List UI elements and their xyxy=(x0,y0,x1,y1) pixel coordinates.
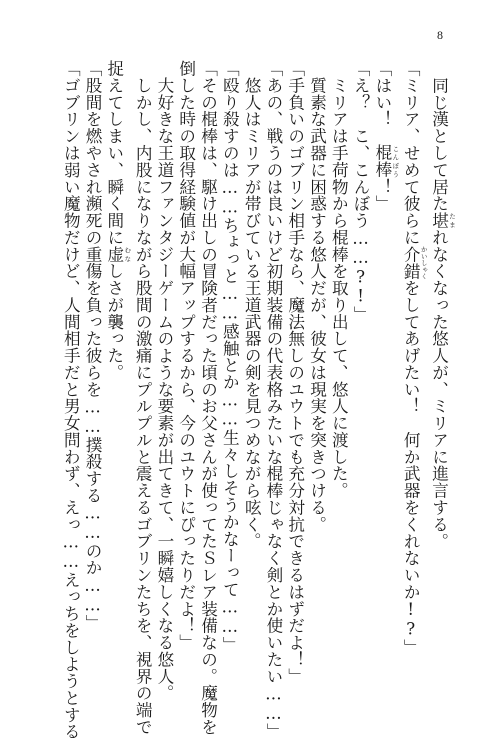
text-segment: 同じ漢として居た xyxy=(429,60,449,212)
text-line xyxy=(81,60,103,660)
ruby-word xyxy=(372,144,400,179)
ruby-word xyxy=(401,245,428,280)
text-line xyxy=(399,60,427,660)
text-line xyxy=(197,60,219,736)
text-line xyxy=(240,60,262,660)
text-line xyxy=(328,60,350,660)
text-segment: 「ミリア、せめて彼らに xyxy=(401,60,421,246)
text-segment: 「その棍棒は、駆け出しの冒険者だった頃のお父さんが使ってたＳレア装備なの。魔物を xyxy=(198,60,218,736)
page-number: 8 xyxy=(437,28,443,42)
text-line xyxy=(262,60,284,740)
text-line xyxy=(428,60,456,660)
text-line xyxy=(371,60,399,660)
text-segment: 倒した時の取得経験値が大幅アップするから、今のユウトにぴったりだよ！」 xyxy=(176,60,196,651)
text-line xyxy=(153,60,175,702)
text-line xyxy=(175,60,197,660)
ruby-reading: こんぼう xyxy=(391,144,400,179)
novel-text-column-block xyxy=(59,60,456,740)
ruby-reading: たま xyxy=(448,211,456,229)
text-segment: 「股間を燃やされ瀕死の重傷を負った彼らを……撲殺する……のか……」 xyxy=(83,60,103,632)
ruby-base: 堪 xyxy=(429,211,449,229)
ruby-base: 虚 xyxy=(104,245,124,263)
text-segment: 「殴り殺すのは……ちょっと……感触とか……生々しそうかなーって……」 xyxy=(220,60,240,654)
ruby-word xyxy=(104,245,132,263)
text-line xyxy=(131,60,153,736)
text-line xyxy=(103,60,131,660)
text-segment: 「あの、戦うのは良いけど初期装備の代表格みたいな棍棒じゃなく剣とか使いたい……」 xyxy=(263,60,283,740)
ruby-base: 介錯 xyxy=(401,245,421,280)
ruby-reading: むな xyxy=(123,245,132,263)
text-line xyxy=(306,60,328,660)
text-segment: ！」 xyxy=(372,178,392,212)
ruby-base: 棍棒 xyxy=(372,144,392,179)
text-line xyxy=(59,60,81,740)
text-line xyxy=(284,60,306,685)
text-segment: しかし、内股になりながら股間の激痛にプルプルと震えるゴブリンたちを、視界の端で xyxy=(133,60,153,736)
ruby-word xyxy=(429,211,456,229)
text-line xyxy=(219,60,241,660)
ruby-reading: かいしゃく xyxy=(419,245,428,280)
text-segment: 「え？ こ、こんぼう……?!」 xyxy=(351,60,371,323)
text-segment: 「手負いのゴブリン相手なら、魔法無しのユウトでも充分対抗できるはずだよ！」 xyxy=(285,60,305,685)
text-segment: ミリアは手荷物から棍棒を取り出して、悠人に渡した。 xyxy=(329,60,349,499)
text-segment: 捉えてしまい、瞬く間に xyxy=(104,60,124,246)
text-line xyxy=(349,60,371,660)
text-segment: 悠人はミリアが帯びている王道武器の剣を見つめながら呟く。 xyxy=(242,60,262,550)
text-segment: 質素な武器に困惑する悠人だが、彼女は現実を突きつける。 xyxy=(307,60,327,533)
text-segment: をしてあげたい！ 何か武器をくれないか!?」 xyxy=(401,279,421,656)
text-segment: しさが襲った。 xyxy=(104,262,124,381)
text-segment: 「はい！ xyxy=(372,60,392,145)
text-segment: れなくなった悠人が、ミリアに進言する。 xyxy=(429,228,449,550)
text-segment: 大好きな王道ファンタジーゲームのような要素が出てきて、一瞬嬉しくなる悠人。 xyxy=(154,60,174,702)
text-segment: 「ゴブリンは弱い魔物だけど、人間相手だと男女問わず、えっ……えっちをしようとする xyxy=(61,60,81,740)
